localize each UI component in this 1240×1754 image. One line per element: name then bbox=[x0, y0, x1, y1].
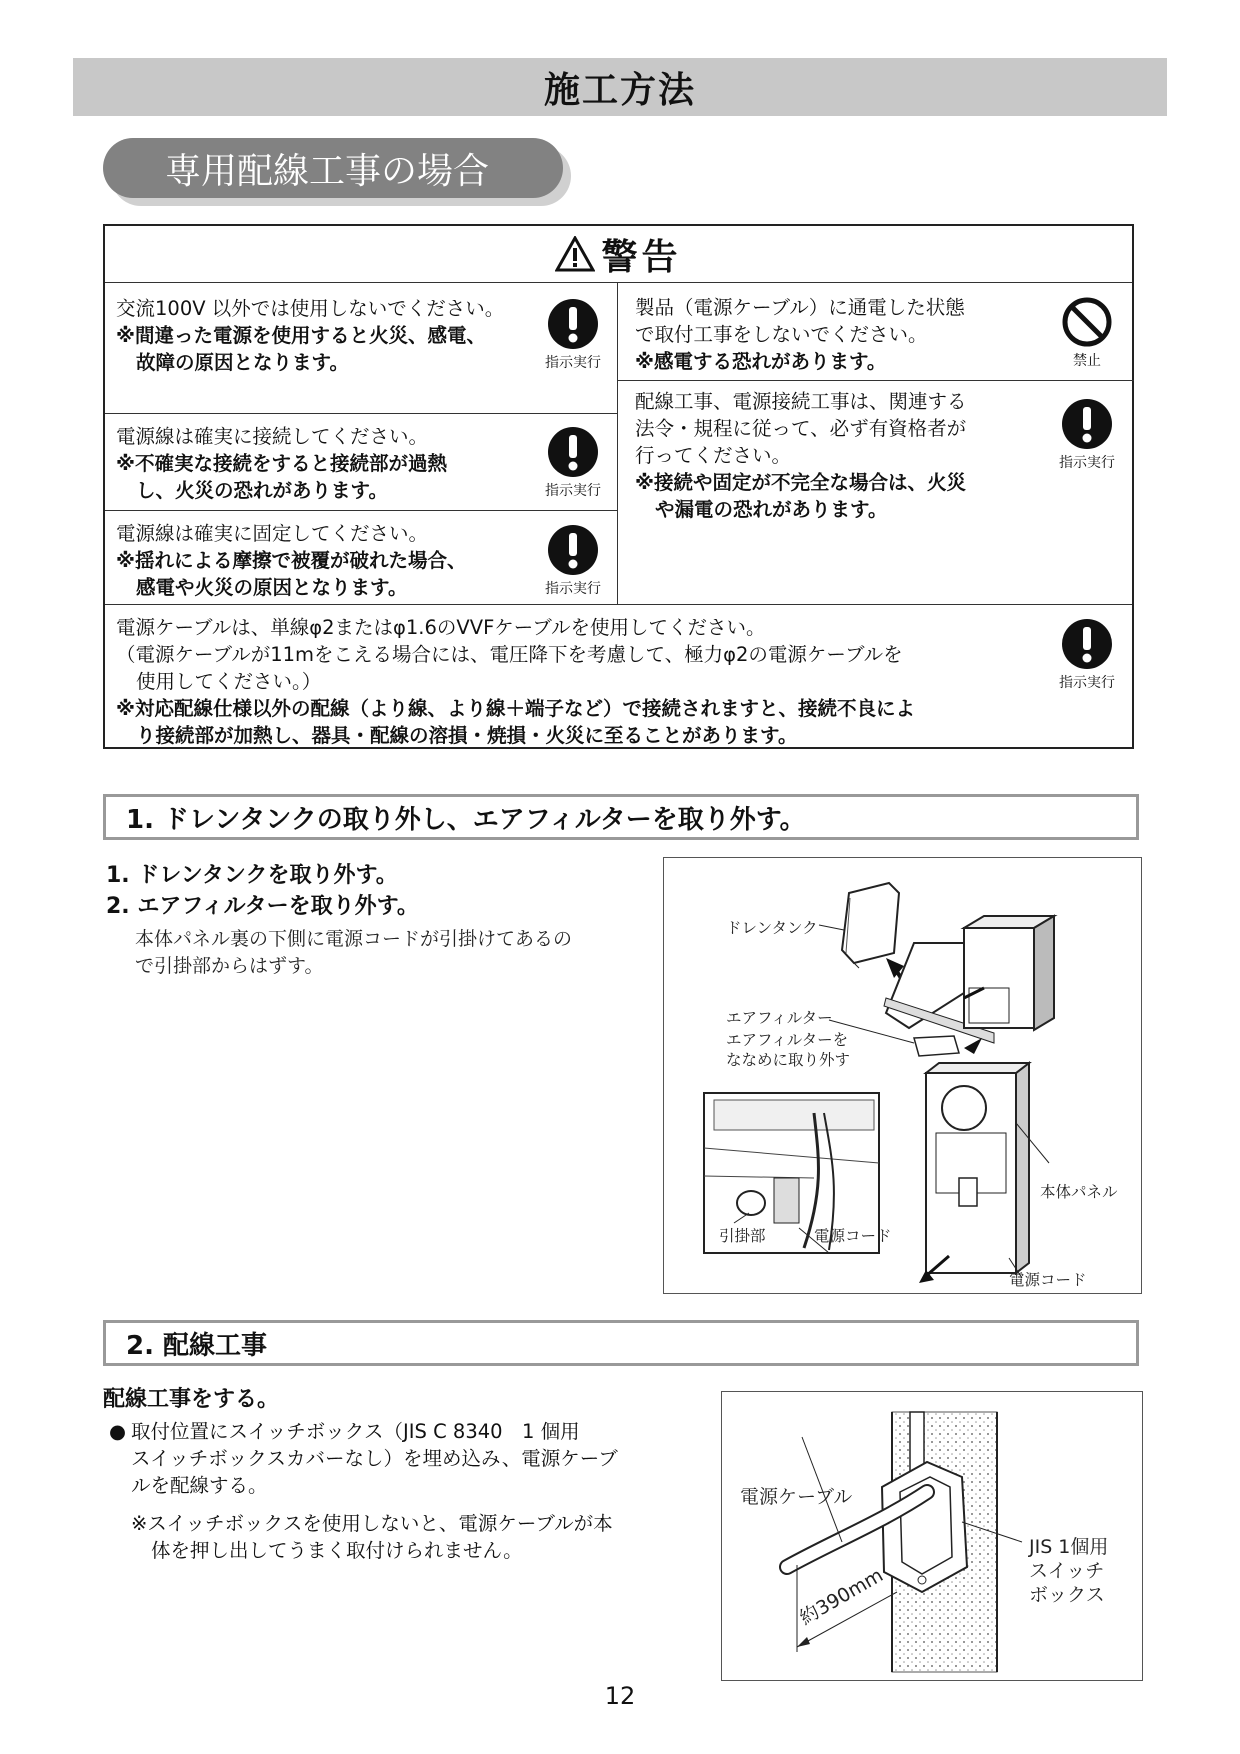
label-switch-box-line: JIS 1個用 bbox=[1029, 1536, 1109, 1558]
mandatory-action-badge bbox=[538, 426, 608, 500]
step2-bullet-line: 取付位置にスイッチボックス（JIS C 8340 1 個用 bbox=[131, 1420, 580, 1443]
step2-note-line: ※スイッチボックスを使用しないと、電源ケーブルが本 bbox=[131, 1512, 613, 1535]
warning-item-1 bbox=[116, 295, 516, 376]
exclamation-mandatory-icon bbox=[547, 524, 599, 576]
warning-item-text: 交流100V 以外では使用しないでください。 bbox=[116, 297, 505, 320]
warning-item-text: 電源線は確実に固定してください。 bbox=[116, 522, 429, 545]
step2-subheading: 配線工事をする。 bbox=[103, 1387, 280, 1412]
warning-item-note: ※揺れによる摩擦で被覆が破れた場合、 bbox=[116, 549, 467, 572]
step2-bullet-line: ルを配線する。 bbox=[131, 1474, 268, 1497]
warning-box bbox=[103, 224, 1134, 749]
section-title: 専用配線工事の場合 bbox=[165, 150, 490, 192]
icon-caption: 指示実行 bbox=[1059, 675, 1115, 691]
exclamation-mandatory-icon bbox=[1061, 398, 1113, 450]
step2-heading bbox=[103, 1320, 1139, 1366]
label-power-cord-inset: 電源コード bbox=[814, 1227, 892, 1245]
bullet-dot-icon: ● bbox=[109, 1420, 127, 1443]
warning-item-note: や漏電の恐れがあります。 bbox=[655, 498, 888, 521]
label-length: 約390mm bbox=[796, 1564, 887, 1630]
warning-item-text: で取付工事をしないでください。 bbox=[635, 323, 928, 346]
icon-caption: 禁止 bbox=[1073, 353, 1101, 369]
warning-item-note: り接続部が加熱し、器具・配線の溶損・焼損・火災に至ることがあります。 bbox=[136, 724, 798, 747]
warning-item-note: ※間違った電源を使用すると火災、感電、 bbox=[116, 324, 486, 347]
step1-heading bbox=[103, 794, 1139, 840]
prohibition-badge bbox=[1052, 296, 1122, 370]
step2-figure bbox=[721, 1391, 1143, 1681]
mandatory-action-badge bbox=[538, 298, 608, 372]
step2-bullet-line: スイッチボックスカバーなし）を埋め込み、電源ケーブ bbox=[131, 1447, 618, 1470]
icon-caption: 指示実行 bbox=[545, 483, 601, 499]
warning-item-note: ※不確実な接続をすると接続部が過熱 bbox=[116, 452, 447, 475]
warning-item-text: （電源ケーブルが11mをこえる場合には、電圧降下を考慮して、極力φ2の電源ケーブルを bbox=[116, 643, 903, 666]
label-air-filter-note-line: エアフィルターを bbox=[726, 1031, 849, 1049]
label-hook: 引掛部 bbox=[719, 1227, 766, 1245]
warning-item-6 bbox=[116, 614, 1036, 749]
label-main-panel: 本体パネル bbox=[1040, 1183, 1118, 1201]
step1-substeps bbox=[106, 860, 419, 922]
step2-bullet-text bbox=[109, 1418, 618, 1499]
label-air-filter-note bbox=[726, 1030, 850, 1070]
warning-item-text: 行ってください。 bbox=[635, 444, 792, 467]
step1-description bbox=[135, 926, 572, 980]
warning-item-4 bbox=[635, 294, 1035, 375]
step2-note-line: 体を押し出してうまく取付けられません。 bbox=[151, 1539, 523, 1562]
warning-item-text: 配線工事、電源接続工事は、関連する bbox=[635, 390, 967, 413]
warning-item-text: 製品（電源ケーブル）に通電した状態 bbox=[635, 296, 965, 319]
label-switch-box-line: スイッチ bbox=[1029, 1560, 1105, 1582]
warning-item-2 bbox=[116, 423, 516, 504]
step2-note bbox=[131, 1510, 613, 1564]
icon-caption: 指示実行 bbox=[1059, 455, 1115, 471]
step1-figure bbox=[663, 857, 1142, 1294]
warning-item-text: 電源ケーブルは、単線φ2またはφ1.6のVVFケーブルを使用してください。 bbox=[116, 616, 766, 639]
step1-desc-line: で引掛部からはずす。 bbox=[135, 955, 324, 977]
label-drain-tank: ドレンタンク bbox=[726, 919, 818, 937]
step1-substep-1: 1. ドレンタンクを取り外す。 bbox=[106, 863, 398, 888]
warning-title-text: 警告 bbox=[601, 236, 682, 278]
warning-item-text: 法令・規程に従って、必ず有資格者が bbox=[635, 417, 967, 440]
warning-item-note: 故障の原因となります。 bbox=[136, 351, 349, 374]
page-header-title: 施工方法 bbox=[543, 69, 696, 111]
warning-item-text: 電源線は確実に接続してください。 bbox=[116, 425, 429, 448]
label-switch-box bbox=[1029, 1535, 1108, 1607]
exclamation-mandatory-icon bbox=[547, 298, 599, 350]
step2-heading-text: 2. 配線工事 bbox=[126, 1330, 268, 1361]
exclamation-mandatory-icon bbox=[547, 426, 599, 478]
warning-item-note: し、火災の恐れがあります。 bbox=[136, 479, 388, 502]
icon-caption: 指示実行 bbox=[545, 581, 601, 597]
warning-item-note: ※対応配線仕様以外の配線（より線、より線＋端子など）で接続されますと、接続不良によ bbox=[116, 697, 915, 720]
warning-item-note: 感電や火災の原因となります。 bbox=[136, 576, 408, 599]
warning-item-text: 使用してください。） bbox=[136, 670, 322, 693]
label-power-cord: 電源コード bbox=[1009, 1271, 1087, 1289]
step1-substep-2: 2. エアフィルターを取り外す。 bbox=[106, 894, 419, 919]
page-header bbox=[73, 58, 1167, 116]
warning-item-3 bbox=[116, 520, 516, 601]
label-air-filter: エアフィルター bbox=[726, 1009, 833, 1027]
warning-title bbox=[105, 226, 1132, 282]
step2-bullet bbox=[109, 1418, 618, 1499]
step1-heading-text: 1. ドレンタンクの取り外し、エアフィルターを取り外す。 bbox=[126, 804, 806, 835]
label-power-cable: 電源ケーブル bbox=[740, 1486, 853, 1508]
section-title-pill bbox=[103, 138, 563, 198]
exclamation-mandatory-icon bbox=[1061, 618, 1113, 670]
warning-item-note: ※接続や固定が不完全な場合は、火災 bbox=[635, 471, 966, 494]
mandatory-action-badge bbox=[1052, 618, 1122, 692]
page-number: 12 bbox=[604, 1682, 636, 1710]
warning-item-5 bbox=[635, 388, 1035, 523]
prohibited-icon bbox=[1061, 296, 1113, 348]
icon-caption: 指示実行 bbox=[545, 355, 601, 371]
warning-triangle-icon bbox=[555, 236, 595, 272]
label-switch-box-line: ボックス bbox=[1029, 1584, 1105, 1606]
mandatory-action-badge bbox=[1052, 398, 1122, 472]
label-air-filter-note-line: ななめに取り外す bbox=[726, 1051, 851, 1069]
warning-item-note: ※感電する恐れがあります。 bbox=[635, 350, 887, 373]
step1-desc-line: 本体パネル裏の下側に電源コードが引掛けてあるの bbox=[135, 928, 573, 950]
mandatory-action-badge bbox=[538, 524, 608, 598]
